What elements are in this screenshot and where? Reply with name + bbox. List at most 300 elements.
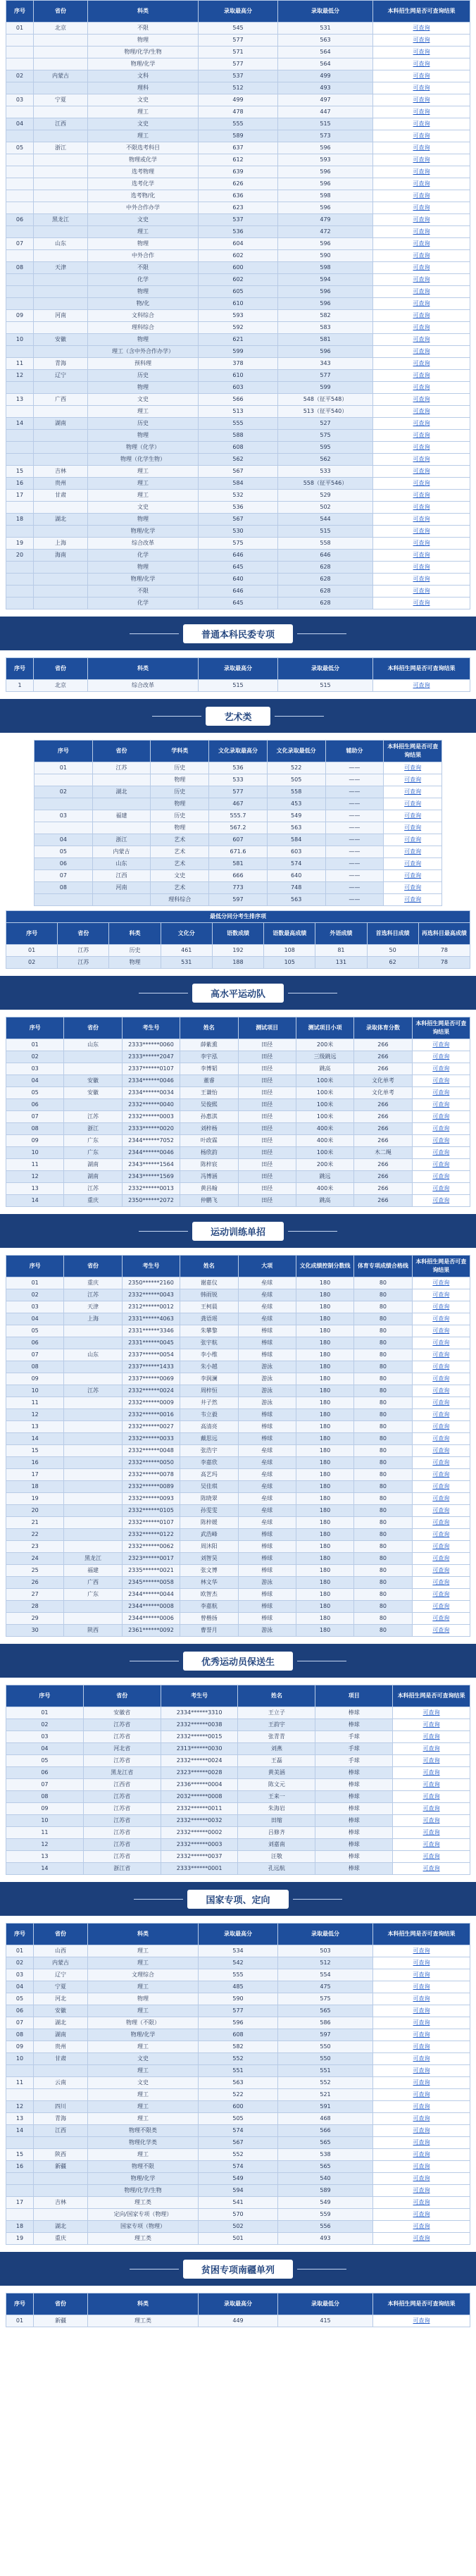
- max-score-cell: 冯博涵: [180, 1171, 238, 1183]
- province-cell: 北京: [34, 680, 88, 692]
- min-score-cell: 574: [267, 858, 325, 870]
- min-score-cell: 596: [278, 298, 373, 310]
- query-link[interactable]: 可查询: [413, 1995, 430, 2002]
- table-row: [6, 214, 470, 226]
- query-link[interactable]: 可查询: [432, 1567, 450, 1573]
- query-link[interactable]: 可查询: [413, 2223, 430, 2229]
- extra-cell: 180: [296, 1397, 353, 1409]
- max-score-cell: 孙雯雯: [180, 1505, 238, 1517]
- query-link[interactable]: 可查询: [413, 61, 430, 67]
- extra-cell: 80: [354, 1433, 412, 1445]
- query-link[interactable]: 可查询: [413, 468, 430, 474]
- query-link[interactable]: 可查询: [413, 276, 430, 283]
- table-header-row: [6, 2293, 470, 2315]
- table-row: [6, 1613, 470, 1625]
- query-link[interactable]: 可查询: [432, 1101, 450, 1108]
- query-link[interactable]: 可查询: [422, 1853, 440, 1859]
- query-result-cell: [373, 2005, 470, 2017]
- query-link[interactable]: 可查询: [432, 1579, 450, 1585]
- query-link[interactable]: 可查询: [432, 1149, 450, 1156]
- query-link[interactable]: 可查询: [413, 37, 430, 43]
- subject-cell: 2332******0050: [122, 1457, 180, 1469]
- subject-cell: 理工: [88, 2065, 199, 2077]
- query-link[interactable]: 可查询: [413, 2151, 430, 2157]
- subject-cell: 国家专项（物理）: [88, 2221, 199, 2233]
- table-row: [6, 1541, 470, 1553]
- query-link[interactable]: 可查询: [413, 2127, 430, 2134]
- table-row: [6, 406, 470, 418]
- art-section: [0, 740, 476, 906]
- query-link[interactable]: 可查询: [404, 812, 422, 819]
- query-link[interactable]: 可查询: [432, 1113, 450, 1120]
- query-link[interactable]: 可查询: [404, 776, 422, 783]
- query-link[interactable]: 可查询: [432, 1555, 450, 1561]
- seq-cell: 02: [6, 1719, 84, 1731]
- query-link[interactable]: 可查询: [432, 1447, 450, 1454]
- query-link[interactable]: 可查询: [413, 132, 430, 139]
- seq-cell: 12: [6, 1409, 64, 1421]
- query-result-cell: [373, 142, 470, 154]
- query-link[interactable]: 可查询: [413, 2091, 430, 2098]
- table-row: [6, 2209, 470, 2221]
- table-row: [6, 166, 470, 178]
- max-score-cell: 陈文元: [238, 1779, 315, 1791]
- query-link[interactable]: 可查询: [413, 1948, 430, 1954]
- province-cell: [34, 2185, 88, 2197]
- province-cell: [64, 1063, 122, 1075]
- query-link[interactable]: 可查询: [432, 1041, 450, 1048]
- subject-cell: 理工: [88, 130, 199, 142]
- query-link[interactable]: 可查询: [413, 49, 430, 55]
- query-link[interactable]: 可查询: [413, 372, 430, 378]
- max-score-cell: 张青青: [238, 1731, 315, 1743]
- extra-cell: 62: [367, 957, 418, 969]
- query-link[interactable]: 可查询: [413, 408, 430, 414]
- seq-cell: 06: [6, 1337, 64, 1349]
- query-link[interactable]: 可查询: [422, 1817, 440, 1823]
- query-link[interactable]: 可查询: [432, 1627, 450, 1633]
- province-cell: [34, 442, 88, 454]
- seq-cell: 07: [6, 238, 34, 250]
- extra-cell: 266: [354, 1123, 412, 1135]
- query-link[interactable]: 可查询: [404, 884, 422, 891]
- seq-cell: [6, 406, 34, 418]
- query-link[interactable]: 可查询: [422, 1781, 440, 1788]
- query-link[interactable]: 可查询: [413, 156, 430, 163]
- main-admission-section: [0, 0, 476, 609]
- query-link[interactable]: 可查询: [432, 1471, 450, 1478]
- province-cell: [34, 406, 88, 418]
- query-link[interactable]: 可查询: [413, 1959, 430, 1966]
- training-section: [0, 1255, 476, 1637]
- query-link[interactable]: 可查询: [413, 348, 430, 354]
- query-link[interactable]: 可查询: [413, 528, 430, 534]
- subject-cell: 2337******0107: [122, 1063, 180, 1075]
- query-link[interactable]: 可查询: [413, 312, 430, 318]
- table-row: [6, 2029, 470, 2041]
- query-link[interactable]: 可查询: [413, 564, 430, 570]
- query-link[interactable]: 可查询: [413, 396, 430, 402]
- query-link[interactable]: 可查询: [413, 2043, 430, 2050]
- query-link[interactable]: 可查询: [432, 1197, 450, 1203]
- min-score-cell: 棒球: [238, 1529, 296, 1541]
- query-link[interactable]: 可查询: [413, 1983, 430, 1990]
- query-link[interactable]: 可查询: [404, 800, 422, 807]
- query-link[interactable]: 可查询: [413, 2139, 430, 2145]
- table-row: [6, 574, 470, 586]
- query-link[interactable]: 可查询: [413, 240, 430, 247]
- query-result-cell: [373, 154, 470, 166]
- query-link[interactable]: 可查询: [413, 204, 430, 211]
- sports-team-table: [6, 1017, 470, 1207]
- max-score-cell: 朱海岩: [238, 1803, 315, 1815]
- query-link[interactable]: 可查询: [422, 1841, 440, 1847]
- max-score-cell: 谢嘉仪: [180, 1277, 238, 1289]
- subject-cell: 理工: [88, 1957, 199, 1969]
- query-link[interactable]: 可查询: [404, 896, 422, 903]
- query-link[interactable]: 可查询: [432, 1125, 450, 1132]
- query-link[interactable]: 可查询: [413, 504, 430, 510]
- min-score-cell: 垒球: [238, 1289, 296, 1301]
- min-score-cell: 棒球: [315, 1707, 393, 1719]
- query-link[interactable]: 可查询: [413, 420, 430, 426]
- max-score-cell: 608: [199, 442, 278, 454]
- query-link[interactable]: 可查询: [432, 1399, 450, 1406]
- province-cell: 江西: [34, 118, 88, 130]
- query-link[interactable]: 可查询: [413, 2079, 430, 2086]
- query-link[interactable]: 可查询: [432, 1315, 450, 1322]
- query-link[interactable]: 可查询: [413, 324, 430, 330]
- table-header-row: [6, 658, 470, 680]
- query-result-cell: [412, 1457, 470, 1469]
- query-link[interactable]: 可查询: [422, 1865, 440, 1871]
- query-link[interactable]: 可查询: [413, 2031, 430, 2038]
- query-link[interactable]: 可查询: [413, 2163, 430, 2169]
- max-score-cell: 刘梓杨: [180, 1123, 238, 1135]
- query-link[interactable]: 可查询: [432, 1137, 450, 1144]
- query-link[interactable]: 可查询: [432, 1423, 450, 1430]
- min-score-cell: 628: [278, 597, 373, 609]
- seq-cell: 08: [6, 1791, 84, 1803]
- subject-cell: 理工: [88, 226, 199, 238]
- query-result-cell: [373, 586, 470, 597]
- province-cell: [64, 1457, 122, 1469]
- extra-cell: 131: [315, 957, 367, 969]
- seq-cell: 25: [6, 1565, 64, 1577]
- query-link[interactable]: 可查询: [432, 1603, 450, 1609]
- query-link[interactable]: 可查询: [422, 1721, 440, 1728]
- query-link[interactable]: 可查询: [413, 109, 430, 115]
- table-row: [35, 858, 442, 870]
- query-link[interactable]: 可查询: [404, 788, 422, 795]
- sports-team-section: [0, 1017, 476, 1207]
- extra-cell: ——: [325, 858, 384, 870]
- table-row: [6, 1277, 470, 1289]
- query-result-cell: [393, 1863, 470, 1875]
- query-link[interactable]: 可查询: [432, 1173, 450, 1179]
- query-link[interactable]: 可查询: [432, 1304, 450, 1310]
- max-score-cell: 龚语瑶: [180, 1313, 238, 1325]
- table-row: [6, 1779, 470, 1791]
- max-score-cell: 626: [199, 178, 278, 190]
- table-row: [6, 1457, 470, 1469]
- training-table: [6, 1255, 470, 1637]
- max-score-cell: 512: [199, 82, 278, 94]
- query-result-cell: [373, 2221, 470, 2233]
- query-link[interactable]: 可查询: [432, 1053, 450, 1060]
- query-link[interactable]: 可查询: [413, 2103, 430, 2110]
- query-link[interactable]: 可查询: [432, 1387, 450, 1394]
- query-link[interactable]: 可查询: [404, 764, 422, 771]
- query-link[interactable]: 可查询: [413, 2007, 430, 2014]
- query-link[interactable]: 可查询: [404, 848, 422, 855]
- query-link[interactable]: 可查询: [413, 144, 430, 151]
- seq-cell: 16: [6, 478, 34, 490]
- province-cell: 黑龙江: [64, 1553, 122, 1565]
- province-cell: 河北省: [83, 1743, 161, 1755]
- query-link[interactable]: 可查询: [432, 1375, 450, 1382]
- query-link[interactable]: 可查询: [432, 1507, 450, 1513]
- column-header: 文化分: [161, 923, 212, 945]
- extra-cell: ——: [325, 846, 384, 858]
- query-link[interactable]: 可查询: [422, 1733, 440, 1740]
- min-score-cell: 558: [267, 786, 325, 798]
- query-link[interactable]: 可查询: [413, 85, 430, 91]
- query-link[interactable]: 可查询: [413, 168, 430, 175]
- max-score-cell: 563: [199, 2077, 278, 2089]
- art-banner: [0, 699, 476, 733]
- query-link[interactable]: 可查询: [404, 860, 422, 867]
- province-cell: [64, 1373, 122, 1385]
- table-row: [6, 1803, 470, 1815]
- query-link[interactable]: 可查询: [432, 1280, 450, 1286]
- query-link[interactable]: 可查询: [422, 1745, 440, 1752]
- province-cell: 贵州: [34, 478, 88, 490]
- subject-cell: 理工类: [88, 2315, 199, 2327]
- extra-cell: 80: [354, 1469, 412, 1481]
- query-link[interactable]: 可查询: [422, 1793, 440, 1800]
- query-link[interactable]: 可查询: [413, 73, 430, 79]
- query-link[interactable]: 可查询: [413, 252, 430, 259]
- query-link[interactable]: 可查询: [413, 2211, 430, 2217]
- query-link[interactable]: 可查询: [413, 300, 430, 306]
- max-score-cell: 536: [199, 226, 278, 238]
- min-score-cell: 田径: [238, 1147, 296, 1159]
- query-header: 本科招生网是否可查询结果: [373, 2293, 470, 2315]
- province-cell: [34, 454, 88, 466]
- province-cell: [34, 2209, 88, 2221]
- seq-cell: [6, 502, 34, 514]
- query-link[interactable]: 可查询: [432, 1185, 450, 1191]
- query-link[interactable]: 可查询: [413, 480, 430, 486]
- province-cell: 河北: [34, 1993, 88, 2005]
- query-link[interactable]: 可查询: [432, 1363, 450, 1370]
- table-row: [6, 118, 470, 130]
- max-score-cell: 陈晓翠: [180, 1493, 238, 1505]
- query-link[interactable]: 可查询: [413, 2175, 430, 2181]
- extra-cell: 78: [418, 957, 470, 969]
- query-link[interactable]: 可查询: [432, 1065, 450, 1072]
- query-link[interactable]: 可查询: [432, 1519, 450, 1525]
- query-link[interactable]: 可查询: [413, 2187, 430, 2193]
- extra-cell: 80: [354, 1301, 412, 1313]
- table-row: [6, 1313, 470, 1325]
- max-score-cell: 朱攀黎: [180, 1325, 238, 1337]
- query-link[interactable]: 可查询: [422, 1829, 440, 1835]
- province-cell: 江西: [34, 2125, 88, 2137]
- extra-cell: 80: [354, 1409, 412, 1421]
- subject-cell: 物理/化学: [88, 58, 199, 70]
- subject-cell: 历史: [151, 786, 209, 798]
- subject-cell: 2332******0037: [161, 1851, 238, 1863]
- min-score-cell: 558: [278, 538, 373, 550]
- query-link[interactable]: 可查询: [413, 2115, 430, 2122]
- query-link[interactable]: 可查询: [413, 25, 430, 31]
- query-result-cell: [373, 358, 470, 370]
- query-link[interactable]: 可查询: [413, 384, 430, 390]
- extra-cell: 80: [354, 1529, 412, 1541]
- query-link[interactable]: 可查询: [413, 2019, 430, 2026]
- query-link[interactable]: 可查询: [413, 2055, 430, 2062]
- query-link[interactable]: 可查询: [432, 1531, 450, 1537]
- query-link[interactable]: 可查询: [422, 1769, 440, 1776]
- query-link[interactable]: 可查询: [413, 216, 430, 223]
- query-link[interactable]: 可查询: [422, 1805, 440, 1812]
- seq-cell: 18: [6, 1481, 64, 1493]
- query-link[interactable]: 可查询: [413, 180, 430, 187]
- min-score-cell: 598: [278, 190, 373, 202]
- query-link[interactable]: 可查询: [432, 1615, 450, 1621]
- query-link[interactable]: 可查询: [413, 120, 430, 127]
- query-link[interactable]: 可查询: [432, 1351, 450, 1358]
- query-link[interactable]: 可查询: [432, 1292, 450, 1298]
- province-cell: [34, 526, 88, 538]
- query-link[interactable]: 可查询: [413, 264, 430, 271]
- query-link[interactable]: 可查询: [432, 1435, 450, 1442]
- query-link[interactable]: 可查询: [432, 1591, 450, 1597]
- column-header: 序号: [6, 1256, 64, 1277]
- query-link[interactable]: 可查询: [413, 288, 430, 295]
- province-cell: [34, 286, 88, 298]
- subject-cell: 理工: [88, 406, 199, 418]
- min-score-cell: 棒球: [315, 1767, 393, 1779]
- query-link[interactable]: 可查询: [432, 1089, 450, 1096]
- extra-cell: 400米: [296, 1183, 353, 1195]
- query-link[interactable]: 可查询: [432, 1161, 450, 1168]
- table-row: [6, 142, 470, 154]
- subject-cell: 历史: [109, 945, 161, 957]
- query-link[interactable]: 可查询: [413, 492, 430, 498]
- min-score-cell: 573: [278, 130, 373, 142]
- table-row: [6, 2149, 470, 2161]
- query-link[interactable]: 可查询: [422, 1709, 440, 1716]
- query-link[interactable]: 可查询: [413, 682, 430, 688]
- min-score-cell: 棒球: [315, 1803, 393, 1815]
- query-link[interactable]: 可查询: [413, 192, 430, 199]
- query-link[interactable]: 可查询: [432, 1459, 450, 1466]
- query-link[interactable]: 可查询: [413, 2067, 430, 2074]
- query-link[interactable]: 可查询: [432, 1483, 450, 1490]
- query-link[interactable]: 可查询: [413, 456, 430, 462]
- query-link[interactable]: 可查询: [413, 2199, 430, 2205]
- table-row: [6, 2315, 470, 2327]
- seq-cell: 03: [6, 1731, 84, 1743]
- table-row: [6, 2017, 470, 2029]
- subject-cell: 历史: [151, 810, 209, 822]
- min-score-cell: 549: [267, 810, 325, 822]
- column-header: 本科招生网是否可查询结果: [412, 1017, 470, 1039]
- query-result-cell: [393, 1743, 470, 1755]
- query-link[interactable]: 可查询: [413, 228, 430, 235]
- extra-cell: 78: [418, 945, 470, 957]
- max-score-cell: 567: [199, 466, 278, 478]
- min-score-cell: 594: [278, 274, 373, 286]
- seq-cell: [6, 166, 34, 178]
- max-score-cell: 戴思远: [180, 1433, 238, 1445]
- query-link[interactable]: 可查询: [413, 1971, 430, 1978]
- query-link[interactable]: 可查询: [413, 588, 430, 594]
- seq-cell: [6, 274, 34, 286]
- query-link[interactable]: 可查询: [404, 824, 422, 831]
- query-link[interactable]: 可查询: [413, 444, 430, 450]
- province-cell: 广西: [34, 394, 88, 406]
- max-score-cell: 545: [199, 23, 278, 35]
- column-header: 序号: [6, 923, 58, 945]
- query-link[interactable]: 可查询: [413, 540, 430, 546]
- query-link[interactable]: 可查询: [432, 1411, 450, 1418]
- subject-cell: 物理: [88, 1993, 199, 2005]
- seq-cell: [6, 442, 34, 454]
- table-row: [6, 370, 470, 382]
- seq-cell: 11: [6, 2077, 34, 2089]
- query-link[interactable]: 可查询: [413, 552, 430, 558]
- province-cell: [64, 1493, 122, 1505]
- min-score-cell: 田径: [238, 1195, 296, 1207]
- subject-cell: 定向/国家专项（物理）: [88, 2209, 199, 2221]
- query-link[interactable]: 可查询: [432, 1327, 450, 1334]
- query-result-cell: [393, 1791, 470, 1803]
- query-link[interactable]: 可查询: [413, 2235, 430, 2241]
- subject-cell: 文史: [88, 2053, 199, 2065]
- seq-cell: [6, 58, 34, 70]
- query-link[interactable]: 可查询: [404, 836, 422, 843]
- query-link[interactable]: 可查询: [413, 97, 430, 103]
- seq-cell: 04: [6, 1075, 64, 1087]
- query-link[interactable]: 可查询: [413, 360, 430, 366]
- query-link[interactable]: 可查询: [404, 872, 422, 879]
- query-link[interactable]: 可查询: [422, 1757, 440, 1764]
- query-link[interactable]: 可查询: [413, 516, 430, 522]
- query-link[interactable]: 可查询: [432, 1543, 450, 1549]
- query-link[interactable]: 可查询: [413, 336, 430, 342]
- extra-cell: 180: [296, 1421, 353, 1433]
- query-link[interactable]: 可查询: [413, 600, 430, 606]
- query-link[interactable]: 可查询: [413, 576, 430, 582]
- seq-cell: 03: [35, 810, 93, 822]
- query-result-cell: [373, 35, 470, 47]
- column-header: 录取体育分数: [354, 1017, 412, 1039]
- query-link[interactable]: 可查询: [432, 1339, 450, 1346]
- query-link[interactable]: 可查询: [432, 1495, 450, 1501]
- query-result-cell: [373, 322, 470, 334]
- table-row: [6, 1087, 470, 1099]
- table-row: [35, 762, 442, 774]
- max-score-cell: 567: [199, 2137, 278, 2149]
- query-link[interactable]: 可查询: [432, 1077, 450, 1084]
- query-link[interactable]: 可查询: [413, 2317, 430, 2324]
- column-header: 文化成绩控制分数线: [296, 1256, 353, 1277]
- query-link[interactable]: 可查询: [413, 432, 430, 438]
